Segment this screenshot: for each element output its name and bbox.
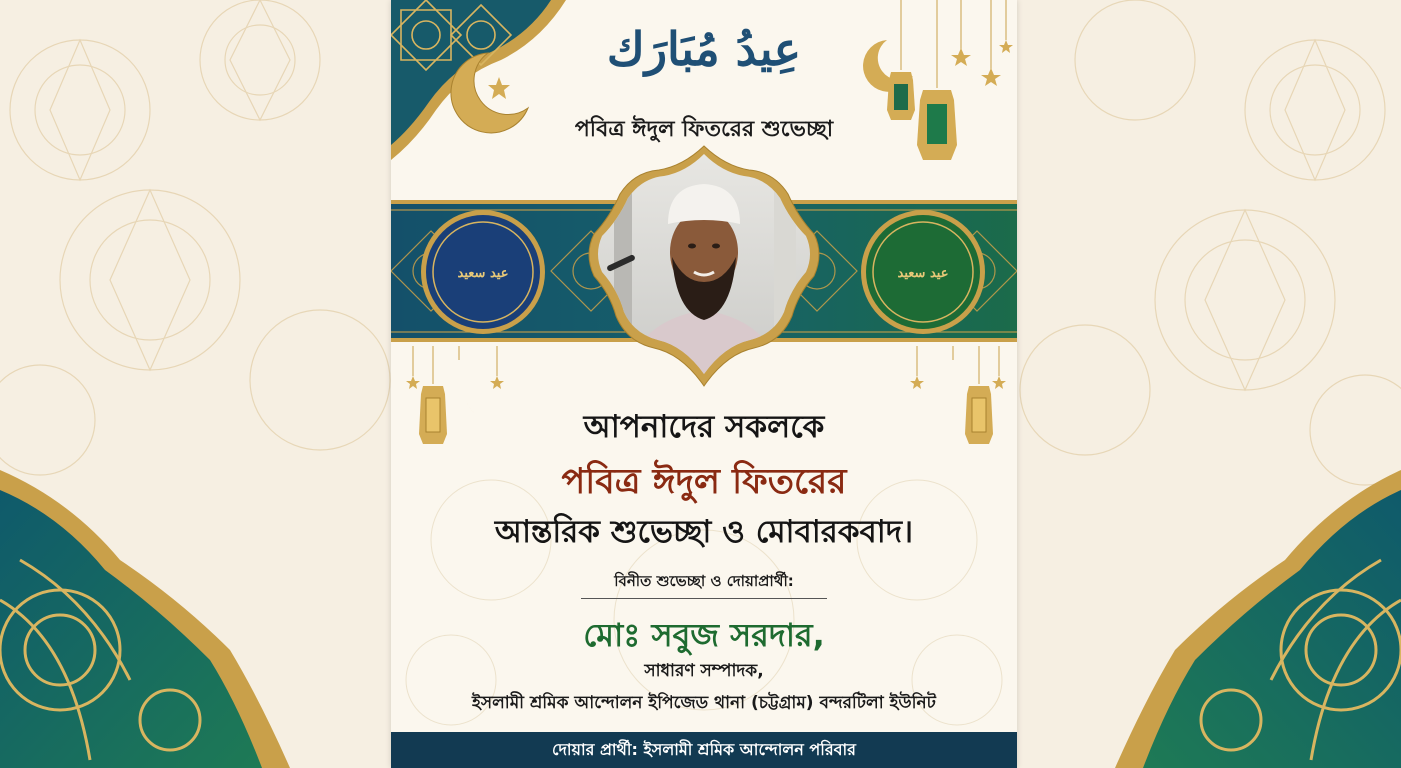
signature-divider	[581, 598, 827, 599]
signatory-organization: ইসলামী শ্রমিক আন্দোলন ইপিজেড থানা (চট্টগ্রাম) বন্দরটিলা ইউনিট	[472, 693, 936, 713]
right-corner-mandala	[1115, 470, 1401, 768]
poster-subtitle: পবিত্র ঈদুল ফিতরের শুভেচ্ছা	[574, 117, 834, 142]
portrait-photo	[584, 142, 824, 392]
signatory-role: সাধারণ সম্পাদক,	[644, 661, 764, 681]
arabic-eid-mubarak-title: عِيدُ مُبَارَك	[606, 22, 802, 76]
eid-greeting-poster	[391, 0, 1017, 768]
signature-caption: বিনীত শুভেচ্ছা ও দোয়াপ্রার্থী:	[614, 572, 794, 590]
left-background-pattern	[0, 0, 395, 768]
message-line-3: আন্তরিক শুভেচ্ছা ও মোবারকবাদ।	[494, 514, 914, 550]
star-icon	[487, 76, 511, 100]
left-medallion-text: عيد سعيد	[457, 266, 509, 281]
right-medallion-text: عيد سعيد	[897, 266, 949, 281]
footer-text: দোয়ার প্রার্থী: ইসলামী শ্রমিক আন্দোলন পরিবার	[551, 740, 856, 759]
message-line-2: পবিত্র ঈদুল ফিতরের	[561, 462, 847, 502]
signatory-name: মোঃ সবুজ সরদার,	[583, 616, 825, 654]
right-background-pattern	[1015, 0, 1401, 768]
left-corner-mandala	[0, 470, 290, 768]
footer-banner	[391, 732, 1017, 768]
message-line-1: আপনাদের সকলকে	[583, 409, 825, 445]
